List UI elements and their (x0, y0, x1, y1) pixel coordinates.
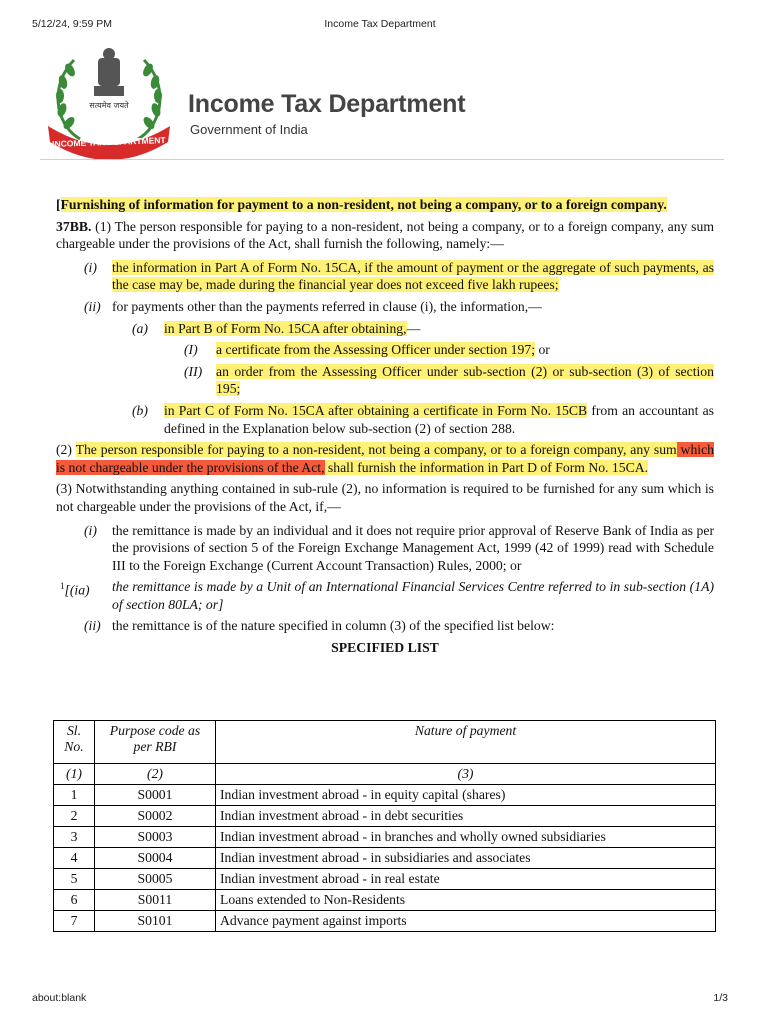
cell-sl-no: 1 (54, 785, 95, 806)
cell-sl-no: 3 (54, 827, 95, 848)
clause-II: (II) an order from the Assessing Officer under sub-section (2) or sub-section (3) of section 195; (184, 363, 714, 397)
cell-sl-no: 6 (54, 890, 95, 911)
cell-purpose-code: S0001 (95, 785, 216, 806)
print-datetime: 5/12/24, 9:59 PM (32, 18, 112, 30)
brand-title: Income Tax Department (188, 90, 466, 118)
cell-nature-of-payment: Indian investment abroad - in equity capital (shares) (216, 785, 716, 806)
clause-i: (i) the information in Part A of Form No. 15CA, if the amount of payment or the aggregate of such payments, as the case may be, made during the financial year does not exceed five lakh rupees; (84, 259, 714, 293)
rule-37bb-2: (2) The person responsible for paying to a non-resident, not being a company, or to a foreign company, any sum which is not chargeable under the provisions of the Act, shall furnish the information in Part D of Form No. 15CA. (56, 442, 715, 475)
cell-purpose-code: S0002 (95, 806, 216, 827)
rule-37bb-1: 37BB. (1) The person responsible for paying to a non-resident, not being a company, or to a foreign company, any sum chargeable under the provisions of the Act, shall furnish the following, namely:— (56, 218, 714, 252)
cell-nature-of-payment: Indian investment abroad - in debt securities (216, 806, 716, 827)
print-title: Income Tax Department (324, 18, 436, 30)
print-header (32, 18, 728, 32)
svg-text:INCOME TAX DEPARTMENT: INCOME TAX DEPARTMENT (52, 135, 166, 149)
table-row (54, 869, 716, 890)
cell-purpose-code: S0101 (95, 911, 216, 932)
header-sl-no: Sl. No. (54, 721, 95, 764)
table-row (54, 890, 716, 911)
cell-nature-of-payment: Indian investment abroad - in real estate (216, 869, 716, 890)
table-row (54, 785, 716, 806)
print-page-number: 1/3 (713, 992, 728, 1004)
cell-sl-no: 4 (54, 848, 95, 869)
cell-nature-of-payment: Advance payment against imports (216, 911, 716, 932)
cell-purpose-code: S0003 (95, 827, 216, 848)
clause-b: (b) in Part C of Form No. 15CA after obtaining a certificate in Form No. 15CB from an accountant as defined in the Explanation below sub-section (2) of section 288. (132, 402, 714, 436)
clause-3-i: (i) the remittance is made by an individual and it does not require prior approval of Reserve Bank of India as per the provisions of section 5 of the Foreign Exchange Management Act, 1999 (42 of 1999) read with Schedule III to the Foreign Exchange (Current Account Transaction) Rules, 2000; or (84, 522, 714, 573)
colnum-1: (1) (54, 764, 95, 785)
table-header-row (54, 721, 716, 764)
table-row (54, 827, 716, 848)
specified-list-title: SPECIFIED LIST (331, 640, 439, 656)
document-body (56, 196, 714, 657)
table-colnum-row (54, 764, 716, 785)
clause-ii: (ii) for payments other than the payments referred in clause (i), the information,— (84, 298, 542, 314)
cell-purpose-code: S0004 (95, 848, 216, 869)
print-footer (32, 992, 728, 1006)
cell-nature-of-payment: Indian investment abroad - in subsidiaries and associates (216, 848, 716, 869)
rule-37bb-3: (3) Notwithstanding anything contained in sub-rule (2), no information is required to be furnished for any sum which is not chargeable under the provisions of the Act, if,— (56, 481, 714, 514)
clause-I: (I) a certificate from the Assessing Officer under section 197; or (184, 342, 550, 358)
cell-sl-no: 2 (54, 806, 95, 827)
colnum-3: (3) (216, 764, 716, 785)
table-row (54, 848, 716, 869)
income-tax-logo (40, 44, 178, 162)
rule-heading: [Furnishing of information for payment to a non-resident, not being a company, or to a foreign company. (56, 197, 667, 212)
cell-sl-no: 5 (54, 869, 95, 890)
brand-subtitle: Government of India (190, 122, 308, 137)
svg-text:सत्यमेव जयते: सत्यमेव जयते (89, 101, 129, 110)
cell-sl-no: 7 (54, 911, 95, 932)
cell-nature-of-payment: Loans extended to Non-Residents (216, 890, 716, 911)
table-row (54, 806, 716, 827)
cell-purpose-code: S0011 (95, 890, 216, 911)
colnum-2: (2) (95, 764, 216, 785)
cell-purpose-code: S0005 (95, 869, 216, 890)
cell-nature-of-payment: Indian investment abroad - in branches and wholly owned subsidiaries (216, 827, 716, 848)
clause-a: (a) in Part B of Form No. 15CA after obtaining,— (132, 320, 421, 336)
header-nature-of-payment: Nature of payment (216, 721, 716, 764)
clause-3-ii: (ii) the remittance is of the nature specified in column (3) of the specified list below: (84, 618, 555, 634)
table-row (54, 911, 716, 932)
clause-3-ia: $^1$[(ia) the remittance is made by a Unit of an International Financial Services Centre referred to in sub-section (1A) of section 80LA; or] (60, 579, 714, 612)
specified-list-table (53, 720, 716, 932)
header-purpose-code: Purpose code as per RBI (95, 721, 216, 764)
divider (40, 159, 724, 160)
print-url: about:blank (32, 992, 87, 1004)
